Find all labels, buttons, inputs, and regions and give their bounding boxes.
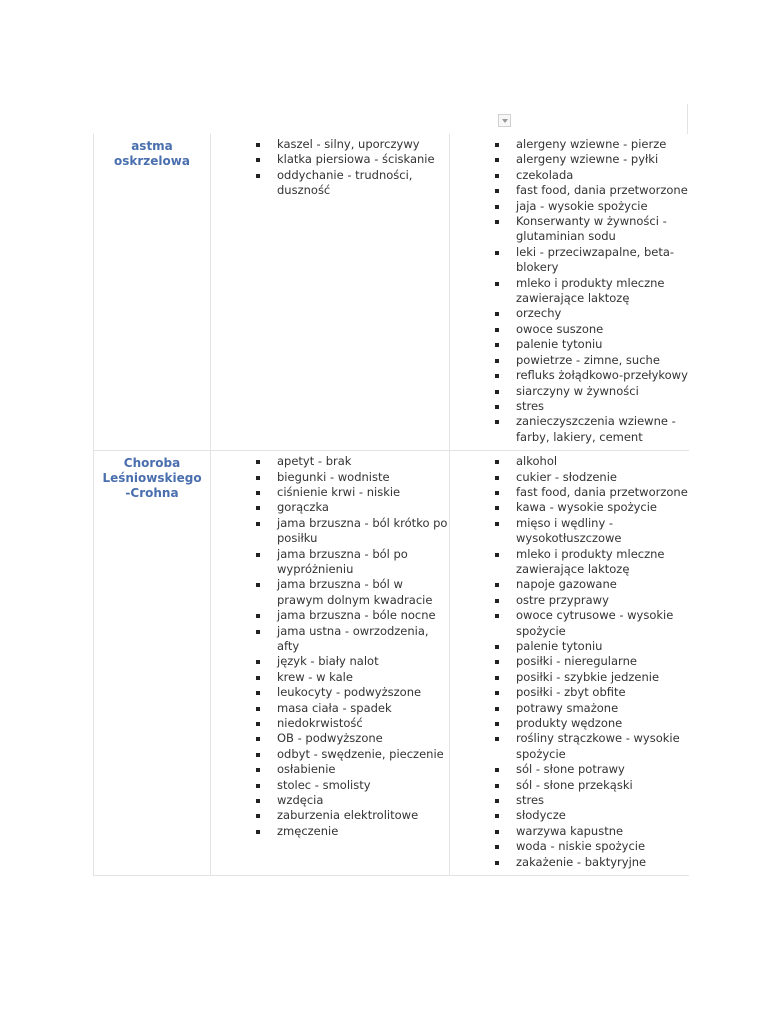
trigger-item: palenie tytoniu — [450, 639, 689, 654]
symptoms-cell — [211, 134, 450, 451]
symptom-item: masa ciała - spadek — [211, 701, 449, 716]
symptom-item: jama ustna - owrzodzenia, afty — [211, 624, 449, 655]
trigger-item: posiłki - szybkie jedzenie — [450, 670, 689, 685]
symptom-item: gorączka — [211, 500, 449, 515]
symptom-item: ciśnienie krwi - niskie — [211, 485, 449, 500]
trigger-item: jaja - wysokie spożycie — [450, 199, 689, 214]
trigger-item: posiłki - nieregularne — [450, 654, 689, 669]
trigger-item: palenie tytoniu — [450, 337, 689, 352]
trigger-item: rośliny strączkowe - wysokie spożycie — [450, 731, 689, 762]
trigger-item: ostre przyprawy — [450, 593, 689, 608]
trigger-item: mleko i produkty mleczne zawierające laktozę — [450, 276, 689, 307]
symptom-item: zaburzenia elektrolitowe — [211, 808, 449, 823]
disease-row — [94, 134, 689, 451]
trigger-item: orzechy — [450, 306, 689, 321]
disease-row — [94, 451, 689, 876]
disease-name-line[interactable]: oskrzelowa — [114, 154, 190, 168]
trigger-item: czekolada — [450, 168, 689, 183]
symptoms-cell — [211, 451, 450, 876]
trigger-item: leki - przeciwzapalne, beta-blokery — [450, 245, 689, 276]
symptom-item: wzdęcia — [211, 793, 449, 808]
trigger-item: Konserwanty w żywności - glutaminian sodu — [450, 214, 689, 245]
trigger-item: alergeny wziewne - pyłki — [450, 152, 689, 167]
disease-table-container — [93, 104, 688, 876]
triggers-cell — [450, 134, 689, 451]
symptom-item: jama brzuszna - ból krótko po posiłku — [211, 516, 449, 547]
symptom-item: oddychanie - trudności, duszność — [211, 168, 449, 199]
trigger-item: stres — [450, 399, 689, 414]
trigger-item: owoce suszone — [450, 322, 689, 337]
trigger-item: słodycze — [450, 808, 689, 823]
trigger-item: cukier - słodzenie — [450, 470, 689, 485]
symptom-item: jama brzuszna - bóle nocne — [211, 608, 449, 623]
trigger-item: sól - słone potrawy — [450, 762, 689, 777]
symptom-item: odbyt - swędzenie, pieczenie — [211, 747, 449, 762]
symptom-item: język - biały nalot — [211, 654, 449, 669]
disease-name-line[interactable]: -Crohna — [125, 486, 179, 501]
trigger-item: mleko i produkty mleczne zawierające laktozę — [450, 547, 689, 578]
trigger-item: powietrze - zimne, suche — [450, 353, 689, 368]
symptom-item: krew - w kale — [211, 670, 449, 685]
trigger-item: napoje gazowane — [450, 577, 689, 592]
symptom-item: niedokrwistość — [211, 716, 449, 731]
trigger-item: warzywa kapustne — [450, 824, 689, 839]
symptoms-list — [211, 451, 449, 844]
disease-name-line[interactable]: Choroba — [123, 456, 181, 471]
trigger-item: alkohol — [450, 454, 689, 469]
trigger-item: posiłki - zbyt obfite — [450, 685, 689, 700]
table-header-strip — [93, 104, 688, 134]
triggers-cell — [450, 451, 689, 876]
trigger-item: owoce cytrusowe - wysokie spożycie — [450, 608, 689, 639]
symptom-item: OB - podwyższone — [211, 731, 449, 746]
symptom-item: jama brzuszna - ból w prawym dolnym kwadracie — [211, 577, 449, 608]
trigger-item: woda - niskie spożycie — [450, 839, 689, 854]
dropdown-arrow-icon[interactable] — [498, 114, 511, 127]
symptom-item: leukocyty - podwyższone — [211, 685, 449, 700]
symptom-item: biegunki - wodniste — [211, 470, 449, 485]
trigger-item: refluks żołądkowo-przełykowy — [450, 368, 689, 383]
symptom-item: jama brzuszna - ból po wypróżnieniu — [211, 547, 449, 578]
symptom-item: stolec - smolisty — [211, 778, 449, 793]
trigger-item: fast food, dania przetworzone — [450, 183, 689, 198]
disease-table-body — [94, 134, 689, 876]
symptom-item: zmęczenie — [211, 824, 449, 839]
triggers-list — [450, 451, 689, 875]
triggers-list — [450, 134, 689, 450]
trigger-item: zakażenie - baktyryjne — [450, 855, 689, 870]
trigger-item: siarczyny w żywności — [450, 384, 689, 399]
trigger-item: alergeny wziewne - pierze — [450, 137, 689, 152]
trigger-item: stres — [450, 793, 689, 808]
disease-name-line[interactable]: Leśniowskiego — [102, 471, 202, 486]
symptom-item: klatka piersiowa - ściskanie — [211, 152, 449, 167]
trigger-item: mięso i wędliny - wysokotłuszczowe — [450, 516, 689, 547]
disease-table — [93, 134, 689, 876]
symptom-item: kaszel - silny, uporczywy — [211, 137, 449, 152]
trigger-item: fast food, dania przetworzone — [450, 485, 689, 500]
disease-name-cell — [94, 451, 211, 876]
disease-name-line[interactable]: astma — [131, 139, 173, 153]
disease-name-cell — [94, 134, 211, 451]
table-right-border — [687, 104, 688, 134]
trigger-item: kawa - wysokie spożycie — [450, 500, 689, 515]
symptom-item: apetyt - brak — [211, 454, 449, 469]
trigger-item: zanieczyszczenia wziewne - farby, lakiery, cement — [450, 414, 689, 445]
trigger-item: potrawy smażone — [450, 701, 689, 716]
trigger-item: produkty wędzone — [450, 716, 689, 731]
trigger-item: sól - słone przekąski — [450, 778, 689, 793]
symptom-item: osłabienie — [211, 762, 449, 777]
symptoms-list — [211, 134, 449, 204]
